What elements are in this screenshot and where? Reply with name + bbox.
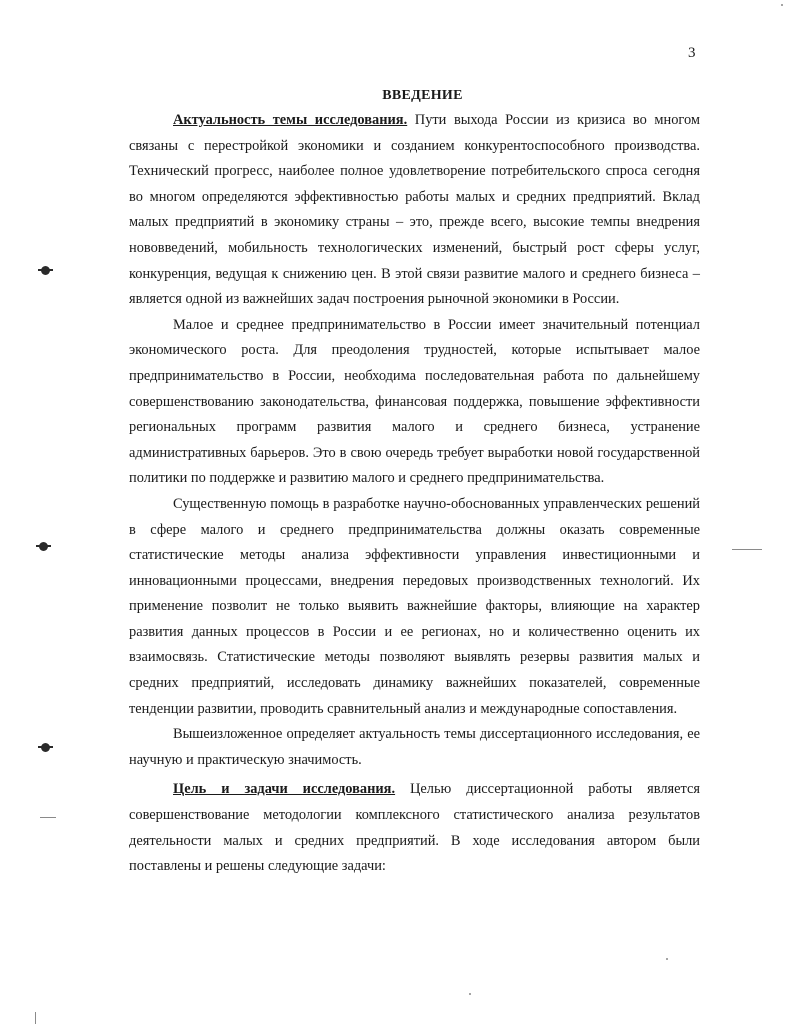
binding-mark bbox=[41, 743, 50, 752]
binding-mark bbox=[39, 542, 48, 551]
page-number: 3 bbox=[688, 45, 696, 61]
paragraph-goals bbox=[129, 777, 700, 879]
body-text bbox=[129, 108, 700, 880]
margin-dash bbox=[40, 817, 56, 818]
binding-mark bbox=[41, 266, 50, 275]
section-lead-goals: Цель и задачи исследования. bbox=[173, 781, 396, 798]
page-heading: ВВЕДЕНИЕ bbox=[382, 88, 463, 103]
paragraph-relevance-text: Пути выхода России из кризиса во многом связаны с перестройкой экономики и созданием конкурентоспособного производства. Технический прогресс, наиболее полное удовлетворение потребительского спроса сегодня во многом определяются эффективностью работы малых и средних предприятий. Вклад малых предприятий в экономику страны – это, прежде всего, высокие темпы внедрения нововведений, мобильность технологических изменений, быстрый рост сферы услуг, конкуренция, ведущая к снижению цен. В этой связи развитие малого и среднего бизнеса – является одной из важнейших задач построения рыночной экономики в России. bbox=[129, 112, 700, 308]
paragraph-conclusion: Вышеизложенное определяет актуальность темы диссертационного исследования, ее научную и практическую значимость. bbox=[129, 726, 700, 768]
scan-speck bbox=[666, 958, 668, 960]
scan-speck bbox=[469, 993, 471, 995]
margin-dash bbox=[35, 1012, 36, 1024]
section-lead-relevance: Актуальность темы исследования. bbox=[173, 112, 408, 128]
paragraph-goals-text: Целью диссертационной работы является совершенствование методологии комплексного статистического анализа результатов деятельности малых и средних предприятий. В ходе исследования автором были поставлены и решены следующие задачи: bbox=[129, 781, 701, 875]
paragraph-methods: Существенную помощь в разработке научно-обоснованных управленческих решений в сфере малого и среднего предпринимательства должны оказать современные статистические методы анализа эффективности управления инвестиционными и инновационными процессами, внедрения передовых производственных технологий. Их применение позволит не только выявить важнейшие факторы, влияющие на характер развития данных процессов в России и ее регионах, но и количественно оценить их взаимосвязь. Статистические методы позволяют выявлять резервы развития малых и средних предприятий, исследовать динамику важнейших показателей, современные тенденции развитии, проводить сравнительный анализ и международные сопоставления. bbox=[129, 495, 700, 717]
paragraph-potential: Малое и среднее предпринимательство в России имеет значительный потенциал экономического роста. Для преодоления трудностей, которые испытывает малое предпринимательство в России, необходима последовательная работа по дальнейшему совершенствованию законодательства, финансовая поддержка, повышение эффективности региональных программ развития малого и среднего бизнеса, устранение административных барьеров. Это в свою очередь требует выработки новой государственной политики по поддержке и развитию малого и среднего предпринимательства. bbox=[129, 316, 700, 487]
scan-speck bbox=[781, 4, 783, 6]
margin-dash bbox=[732, 549, 762, 550]
paragraph-relevance bbox=[129, 108, 700, 313]
